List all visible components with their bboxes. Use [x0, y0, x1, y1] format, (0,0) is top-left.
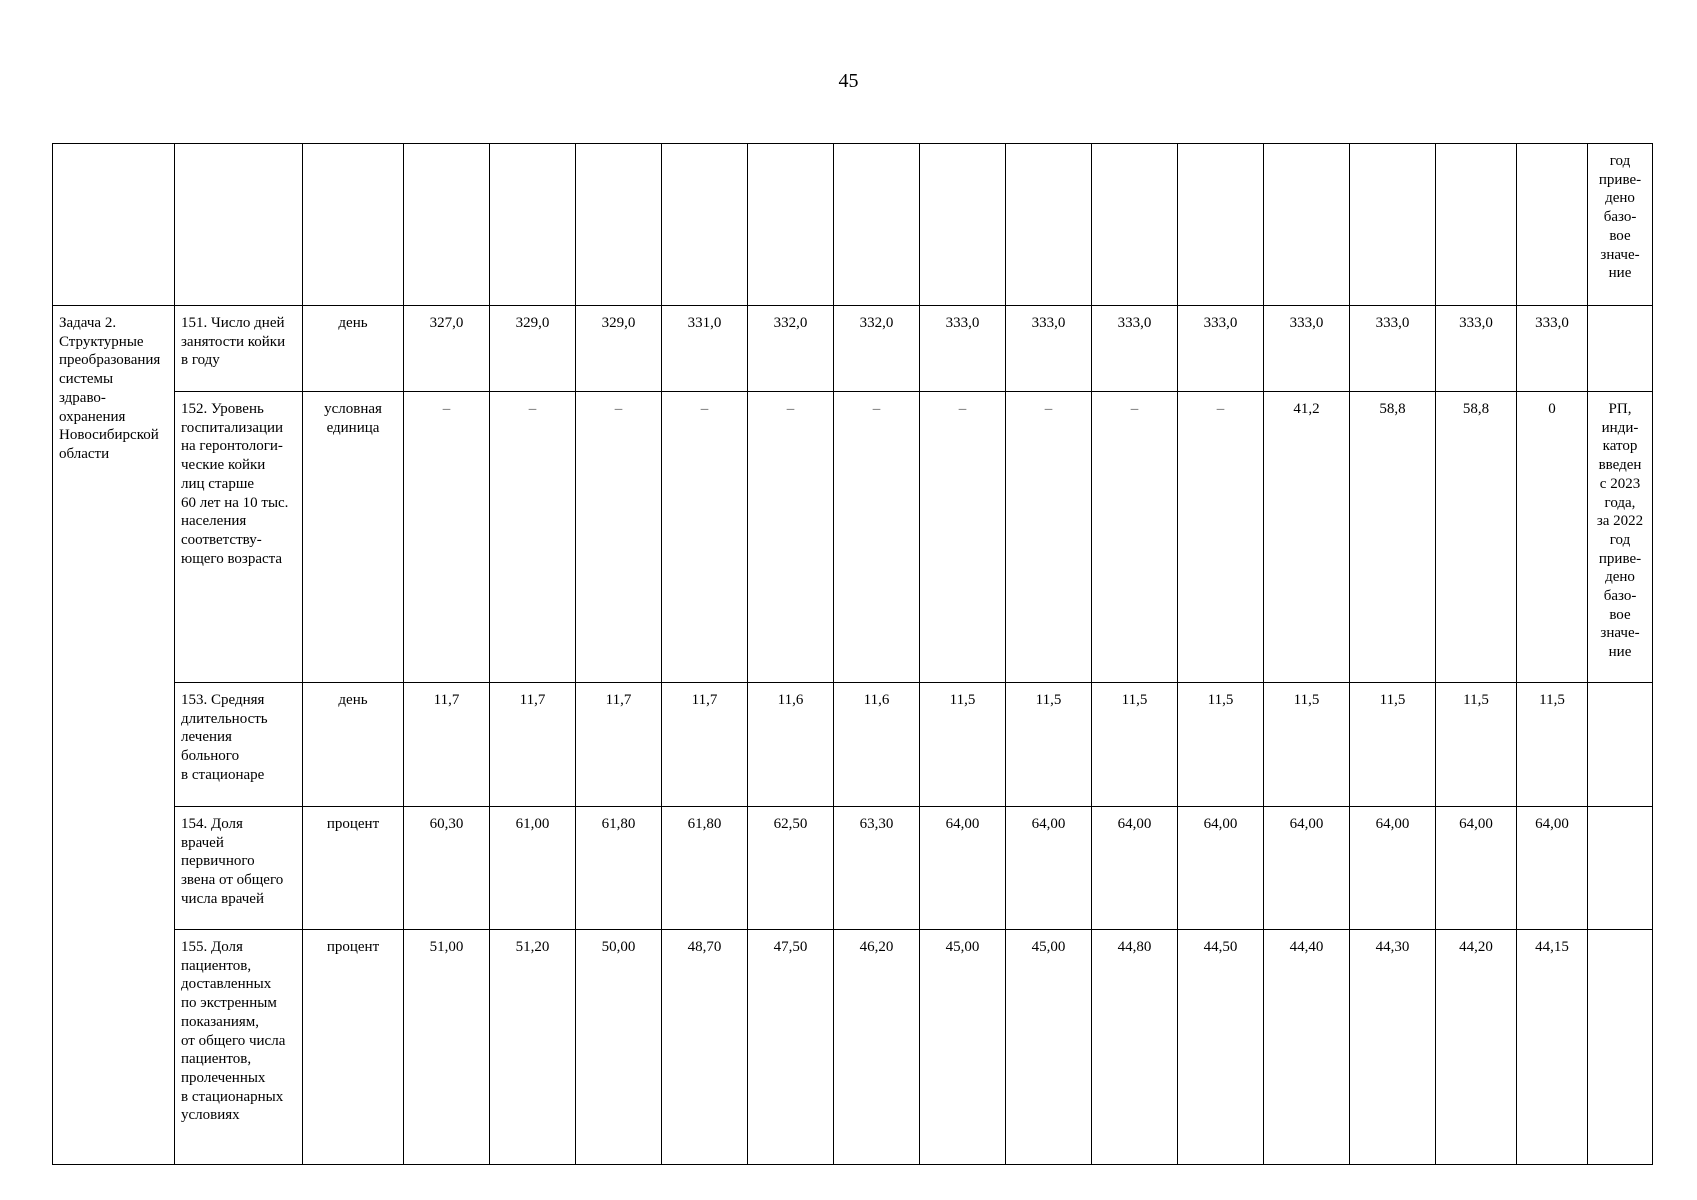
- table-row: [53, 807, 1653, 930]
- value-cell: 11,5: [920, 683, 1006, 807]
- value-cell: 11,5: [1436, 683, 1517, 807]
- note-cell: [1588, 930, 1653, 1165]
- value-cell: 11,5: [1350, 683, 1436, 807]
- indicator-cell: 153. Средняя длительность лечения больного в стационаре: [175, 683, 303, 807]
- value-cell: 41,2: [1264, 392, 1350, 683]
- value-cell: 11,7: [490, 683, 576, 807]
- value-cell: –: [1178, 392, 1264, 683]
- empty-cell: [1350, 144, 1436, 306]
- value-cell: 58,8: [1436, 392, 1517, 683]
- value-cell: –: [748, 392, 834, 683]
- value-cell: 44,15: [1517, 930, 1588, 1165]
- value-cell: 64,00: [1092, 807, 1178, 930]
- unit-cell: день: [303, 683, 404, 807]
- empty-cell: [53, 144, 175, 306]
- value-cell: –: [576, 392, 662, 683]
- value-cell: 50,00: [576, 930, 662, 1165]
- value-cell: 333,0: [1264, 306, 1350, 392]
- value-cell: 45,00: [1006, 930, 1092, 1165]
- note-cell: [1588, 306, 1653, 392]
- value-cell: 51,00: [404, 930, 490, 1165]
- indicator-cell: 152. Уровень госпитализации на геронтологи- ческие койки лиц старше 60 лет на 10 тыс. населения соответству- ющего возраста: [175, 392, 303, 683]
- value-cell: 11,5: [1264, 683, 1350, 807]
- value-cell: –: [662, 392, 748, 683]
- note-cell: [1588, 683, 1653, 807]
- table-row: [53, 930, 1653, 1165]
- empty-cell: [303, 144, 404, 306]
- empty-cell: [1178, 144, 1264, 306]
- table-row: [53, 306, 1653, 392]
- value-cell: 64,00: [1264, 807, 1350, 930]
- empty-cell: [490, 144, 576, 306]
- value-cell: 11,5: [1517, 683, 1588, 807]
- value-cell: 0: [1517, 392, 1588, 683]
- empty-cell: [175, 144, 303, 306]
- value-cell: 11,5: [1006, 683, 1092, 807]
- value-cell: 64,00: [1436, 807, 1517, 930]
- value-cell: 61,80: [662, 807, 748, 930]
- unit-cell: день: [303, 306, 404, 392]
- value-cell: –: [920, 392, 1006, 683]
- value-cell: 64,00: [1350, 807, 1436, 930]
- value-cell: 64,00: [1006, 807, 1092, 930]
- value-cell: 11,5: [1178, 683, 1264, 807]
- value-cell: –: [1092, 392, 1178, 683]
- empty-cell: [1517, 144, 1588, 306]
- value-cell: 44,30: [1350, 930, 1436, 1165]
- table-row: [53, 683, 1653, 807]
- value-cell: 331,0: [662, 306, 748, 392]
- value-cell: 45,00: [920, 930, 1006, 1165]
- continuation-row: [53, 144, 1653, 306]
- value-cell: 333,0: [1092, 306, 1178, 392]
- empty-cell: [404, 144, 490, 306]
- value-cell: 333,0: [1178, 306, 1264, 392]
- value-cell: 60,30: [404, 807, 490, 930]
- empty-cell: [1264, 144, 1350, 306]
- value-cell: –: [404, 392, 490, 683]
- value-cell: 332,0: [834, 306, 920, 392]
- value-cell: 61,80: [576, 807, 662, 930]
- unit-cell: условная единица: [303, 392, 404, 683]
- empty-cell: [1092, 144, 1178, 306]
- value-cell: 332,0: [748, 306, 834, 392]
- value-cell: 51,20: [490, 930, 576, 1165]
- value-cell: 44,20: [1436, 930, 1517, 1165]
- value-cell: 44,40: [1264, 930, 1350, 1165]
- value-cell: 48,70: [662, 930, 748, 1165]
- unit-cell: процент: [303, 807, 404, 930]
- note-cell: РП, инди- катор введен с 2023 года, за 2022 год приве- дено базо- вое значе- ние: [1588, 392, 1653, 683]
- empty-cell: [576, 144, 662, 306]
- value-cell: 64,00: [1517, 807, 1588, 930]
- empty-cell: [748, 144, 834, 306]
- value-cell: 333,0: [1350, 306, 1436, 392]
- value-cell: –: [834, 392, 920, 683]
- value-cell: 47,50: [748, 930, 834, 1165]
- value-cell: 333,0: [1006, 306, 1092, 392]
- empty-cell: [920, 144, 1006, 306]
- value-cell: 329,0: [490, 306, 576, 392]
- indicators-table: [52, 143, 1653, 1165]
- value-cell: –: [490, 392, 576, 683]
- value-cell: 64,00: [1178, 807, 1264, 930]
- value-cell: 11,7: [576, 683, 662, 807]
- value-cell: 62,50: [748, 807, 834, 930]
- indicator-cell: 151. Число дней занятости койки в году: [175, 306, 303, 392]
- value-cell: 44,80: [1092, 930, 1178, 1165]
- value-cell: 63,30: [834, 807, 920, 930]
- value-cell: 327,0: [404, 306, 490, 392]
- value-cell: 333,0: [1436, 306, 1517, 392]
- value-cell: 44,50: [1178, 930, 1264, 1165]
- empty-cell: [1436, 144, 1517, 306]
- indicator-cell: 154. Доля врачей первичного звена от общего числа врачей: [175, 807, 303, 930]
- value-cell: 46,20: [834, 930, 920, 1165]
- table-row: [53, 392, 1653, 683]
- value-cell: 333,0: [1517, 306, 1588, 392]
- value-cell: 11,7: [404, 683, 490, 807]
- task-cell: Задача 2. Структурные преобразования системы здраво- охранения Новосибирской области: [53, 306, 175, 1165]
- value-cell: 11,7: [662, 683, 748, 807]
- value-cell: 333,0: [920, 306, 1006, 392]
- empty-cell: [662, 144, 748, 306]
- indicator-cell: 155. Доля пациентов, доставленных по экстренным показаниям, от общего числа пациентов, пролеченных в стационарных условиях: [175, 930, 303, 1165]
- page-number: 45: [838, 70, 859, 92]
- value-cell: 58,8: [1350, 392, 1436, 683]
- note-cell: год приве- дено базо- вое значе- ние: [1588, 144, 1653, 306]
- unit-cell: процент: [303, 930, 404, 1165]
- empty-cell: [1006, 144, 1092, 306]
- note-cell: [1588, 807, 1653, 930]
- empty-cell: [834, 144, 920, 306]
- value-cell: 11,6: [748, 683, 834, 807]
- value-cell: 64,00: [920, 807, 1006, 930]
- value-cell: 11,5: [1092, 683, 1178, 807]
- value-cell: 11,6: [834, 683, 920, 807]
- value-cell: –: [1006, 392, 1092, 683]
- value-cell: 329,0: [576, 306, 662, 392]
- value-cell: 61,00: [490, 807, 576, 930]
